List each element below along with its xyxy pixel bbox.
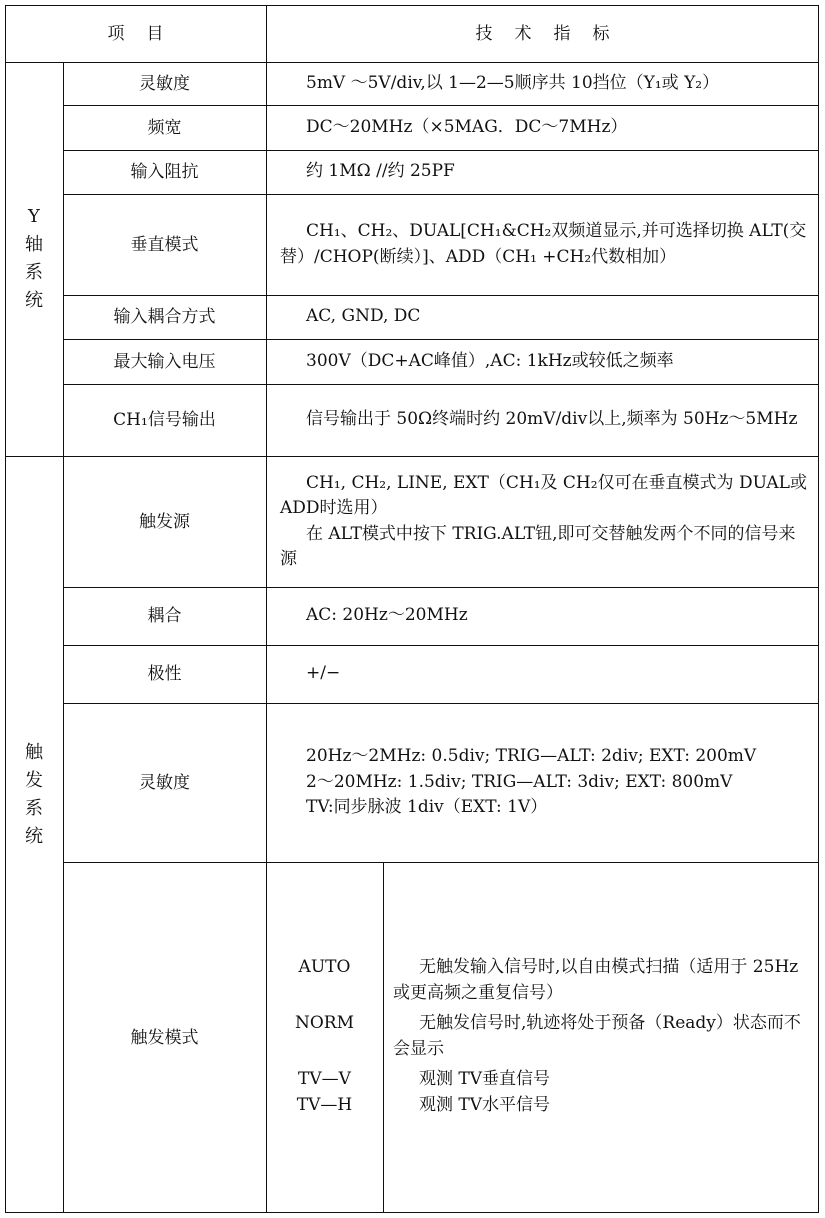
mode-desc xyxy=(393,1093,819,1119)
spec-line: DC～20MHz（×5MAG．DC～7MHz） xyxy=(306,116,628,137)
mode-desc-auto: 无触发输入信号时,以自由模式扫描（适用于 25Hz或更高频之重复信号） xyxy=(393,957,799,1003)
mode-name-tv-v: TV—V xyxy=(298,1069,351,1089)
mode-name-norm: NORM xyxy=(294,1013,355,1033)
row-spec xyxy=(266,703,819,862)
row-item: 输入耦合方式 xyxy=(113,307,216,327)
mode-desc-tv-h: 观测 TV水平信号 xyxy=(419,1095,551,1115)
spec-line: CH₁、CH₂、DUAL[CH₁&CH₂双频道显示,并可选择切换 ALT(交替）/CHOP(断续）]、ADD（CH₁ +CH₂代数相加） xyxy=(280,221,807,267)
row-item: 灵敏度 xyxy=(139,73,190,94)
mode-name-auto: AUTO xyxy=(298,957,351,977)
mode-name xyxy=(266,1011,383,1037)
spec-line: 约 1MΩ //约 25PF xyxy=(306,161,455,182)
row-spec xyxy=(266,194,819,295)
rule-col xyxy=(383,862,384,1213)
row-spec xyxy=(266,150,819,194)
row-item: 极性 xyxy=(147,664,182,684)
group-y-char: 统 xyxy=(25,290,43,311)
row-item: CH₁信号输出 xyxy=(113,410,216,430)
mode-desc xyxy=(393,1067,819,1093)
row-item: 输入阻抗 xyxy=(130,162,199,182)
row-spec xyxy=(266,456,819,587)
row-item: 灵敏度 xyxy=(139,772,190,793)
header-spec xyxy=(266,5,819,62)
mode-name xyxy=(266,955,383,981)
spec-line: +/− xyxy=(306,663,341,684)
group-trig-char: 触 xyxy=(25,741,43,763)
mode-name xyxy=(266,1093,383,1119)
row-item: 触发模式 xyxy=(130,1027,199,1048)
row-item: 频宽 xyxy=(147,117,182,138)
spec-line: 信号输出于 50Ω终端时约 20mV/div以上,频率为 50Hz～5MHz xyxy=(306,409,798,430)
group-y-char: Y xyxy=(28,206,40,227)
row-item: 触发源 xyxy=(139,511,190,532)
row-spec xyxy=(266,62,819,105)
mode-desc xyxy=(393,1011,819,1062)
mode-desc xyxy=(393,955,819,1006)
mode-name-tv-h: TV—H xyxy=(296,1095,353,1115)
header-spec-label: 技术指标 xyxy=(475,23,632,44)
spec-line: 在 ALT模式中按下 TRIG.ALT钮,即可交替触发两个不同的信号来源 xyxy=(280,523,796,569)
group-trig-char: 发 xyxy=(25,769,43,791)
group-trig-label xyxy=(5,456,63,1213)
spec-line: TV:同步脉波 1div（EXT: 1V） xyxy=(306,797,548,818)
group-y-label xyxy=(5,62,63,456)
row-spec xyxy=(266,587,819,645)
row-spec xyxy=(266,339,819,384)
mode-desc-tv-v: 观测 TV垂直信号 xyxy=(419,1069,551,1089)
row-item: 耦合 xyxy=(147,606,182,626)
group-trig-char: 系 xyxy=(25,797,43,819)
row-item: 最大输入电压 xyxy=(113,351,216,372)
spec-line: AC: 20Hz～20MHz xyxy=(306,605,468,626)
row-spec xyxy=(266,645,819,703)
spec-line: 20Hz～2MHz: 0.5div; TRIG—ALT: 2div; EXT: 200mV xyxy=(306,746,757,767)
header-item xyxy=(5,5,266,62)
header-item-label: 项目 xyxy=(107,23,186,44)
row-spec xyxy=(266,384,819,456)
mode-name xyxy=(266,1067,383,1093)
spec-line: CH₁, CH₂, LINE, EXT（CH₁及 CH₂仅可在垂直模式为 DUAL或 ADD时选用） xyxy=(280,472,807,518)
row-item: 垂直模式 xyxy=(130,234,199,255)
group-y-char: 系 xyxy=(25,262,43,283)
spec-line: 5mV ～5V/div,以 1—2—5顺序共 10挡位（Y₁或 Y₂） xyxy=(306,72,720,93)
mode-desc-norm: 无触发信号时,轨迹将处于预备（Ready）状态而不会显示 xyxy=(393,1013,801,1059)
group-trig-char: 统 xyxy=(25,825,43,847)
spec-line: 300V（DC+AC峰值）,AC: 1kHz或较低之频率 xyxy=(306,350,674,371)
group-y-char: 轴 xyxy=(25,234,43,255)
spec-line: AC, GND, DC xyxy=(306,306,421,327)
row-spec xyxy=(266,105,819,150)
row-spec xyxy=(266,295,819,339)
spec-line: 2～20MHz: 1.5div; TRIG—ALT: 3div; EXT: 800mV xyxy=(306,771,733,792)
